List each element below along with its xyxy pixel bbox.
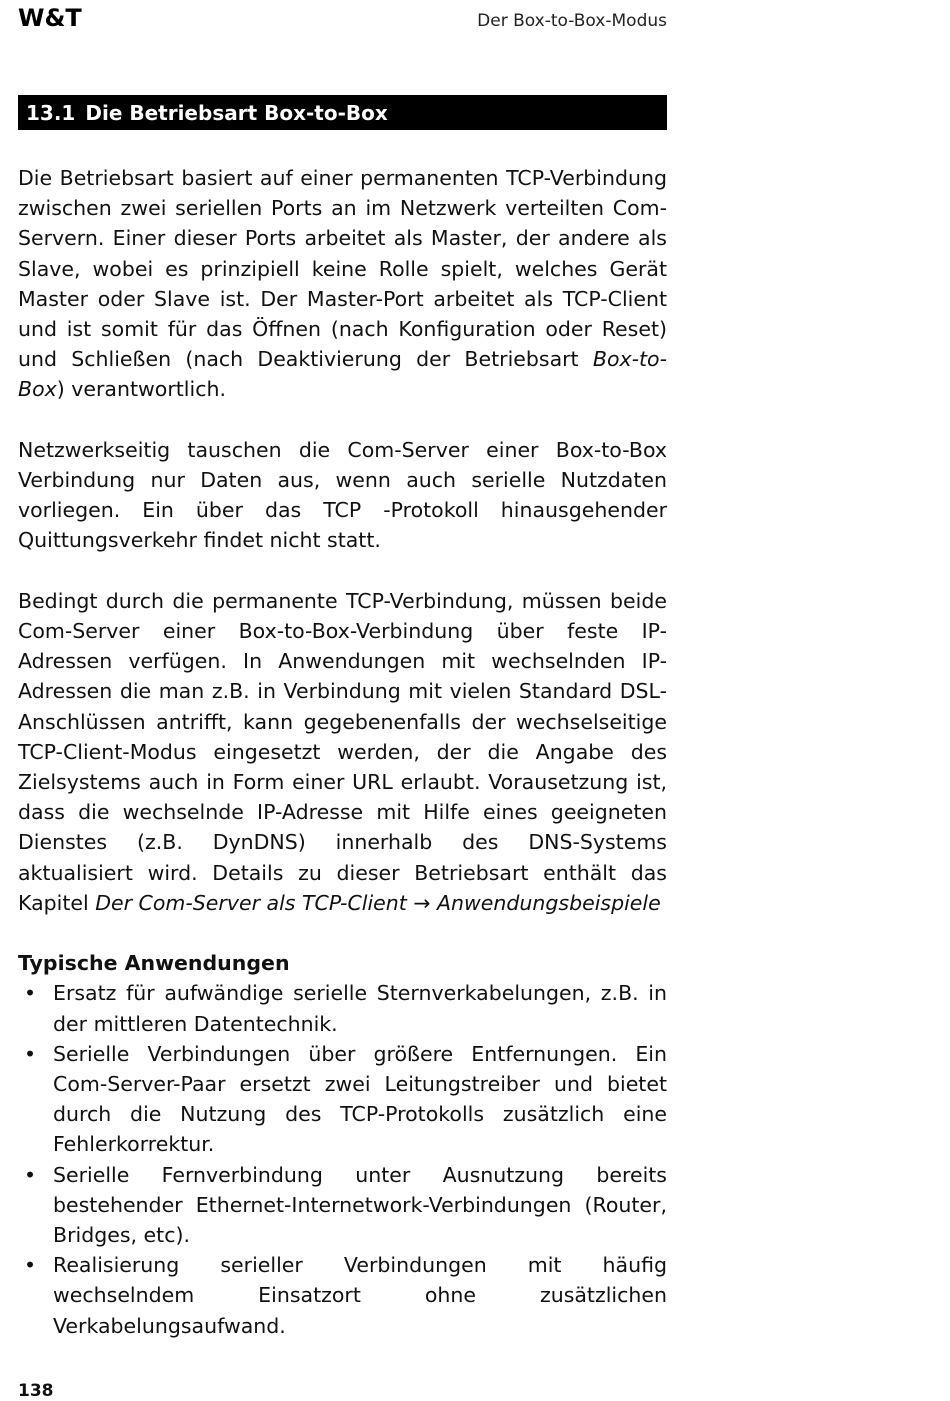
- section-heading: [18, 95, 667, 130]
- list-item-text: Serielle Verbindungen über größere Entfernungen. Ein Com-Server-Paar ersetzt zwei Leitungstreiber und bietet durch die Nutzung des TCP-Protokolls zusätzlich eine Fehlerkorrektur.: [53, 1041, 667, 1157]
- bullet-icon: •: [24, 1162, 37, 1187]
- paragraph-intro-text: Die Betriebsart basiert auf einer permanenten TCP-Verbindung zwischen zwei seriellen Ports an im Netzwerk verteilten Com-Servern. Einer dieser Ports arbeitet als Master, der andere als Slave, wobei es prinzipiell keine Rolle spielt, welches Gerät Master oder Slave ist. Der Master-Port arbeitet als TCP-Client und ist somit für das Öffnen (nach Konfiguration oder Reset) und Schließen (nach Deaktivierung der Betriebsart: [18, 166, 667, 372]
- list-item-text: Serielle Fernverbindung unter Ausnutzung bereits bestehender Ethernet-Internetwork-Verbindungen (Router, Bridges, etc).: [53, 1162, 667, 1248]
- section-title: Die Betriebsart Box-to-Box: [85, 100, 388, 125]
- bullet-icon: •: [24, 1041, 37, 1066]
- list-item: [18, 1250, 667, 1341]
- bullet-icon: •: [24, 981, 37, 1006]
- paragraph-intro: [18, 163, 667, 405]
- list-item: [18, 1160, 667, 1251]
- list-item: [18, 978, 667, 1038]
- paragraph-intro-end: ) verantwortlich.: [56, 377, 226, 402]
- paragraph-intro-emphasis: Box-to-Box: [18, 347, 667, 402]
- paragraph-tcp-connection: [18, 586, 667, 918]
- chapter-reference: Der Com-Server als TCP-Client → Anwendungsbeispiele: [95, 890, 661, 915]
- body-text: [18, 163, 667, 1341]
- paragraph-network: Netzwerkseitig tauschen die Com-Server einer Box-to-Box Verbindung nur Daten aus, wenn auch serielle Nutzdaten vorliegen. Ein über das TCP -Protokoll hinausgehender Quittungsverkehr findet nicht statt.: [18, 437, 667, 553]
- page-number: 138: [18, 1381, 54, 1401]
- section-number: 13.1: [26, 100, 76, 125]
- list-item-text: Ersatz für aufwändige serielle Sternverkabelungen, z.B. in der mittleren Datentechnik.: [53, 981, 667, 1036]
- applications-heading: Typische Anwendungen: [18, 951, 290, 976]
- running-head: Der Box-to-Box-Modus: [477, 11, 667, 31]
- bullet-icon: •: [24, 1253, 37, 1278]
- list-item-text: Realisierung serieller Verbindungen mit häufig wechselndem Einsatzort ohne zusätzlichen Verkabelungsaufwand.: [53, 1253, 667, 1338]
- applications-list: [18, 978, 667, 1340]
- paragraph-tcp-connection-text: Bedingt durch die permanente TCP-Verbindung, müssen beide Com-Server einer Box-to-Box-Verbindung über feste IP-Adressen verfügen. In Anwendungen mit wechselnden IP-Adressen die man z.B. in Verbindung mit vielen Standard DSL-Anschlüssen antrifft, kann gegebenenfalls der wechselseitige TCP-Client-Modus eingesetzt werden, der die Angabe des Zielsystems auch in Form einer URL erlaubt. Vorausetzung ist, dass die wechselnde IP-Adresse mit Hilfe eines geeigneten Dienstes (z.B. DynDNS) innerhalb des DNS-Systems aktualisiert wird. Details zu dieser Betriebsart enthält das Kapitel: [18, 588, 667, 915]
- publisher-logo: W&T: [18, 4, 82, 32]
- list-item: [18, 1039, 667, 1160]
